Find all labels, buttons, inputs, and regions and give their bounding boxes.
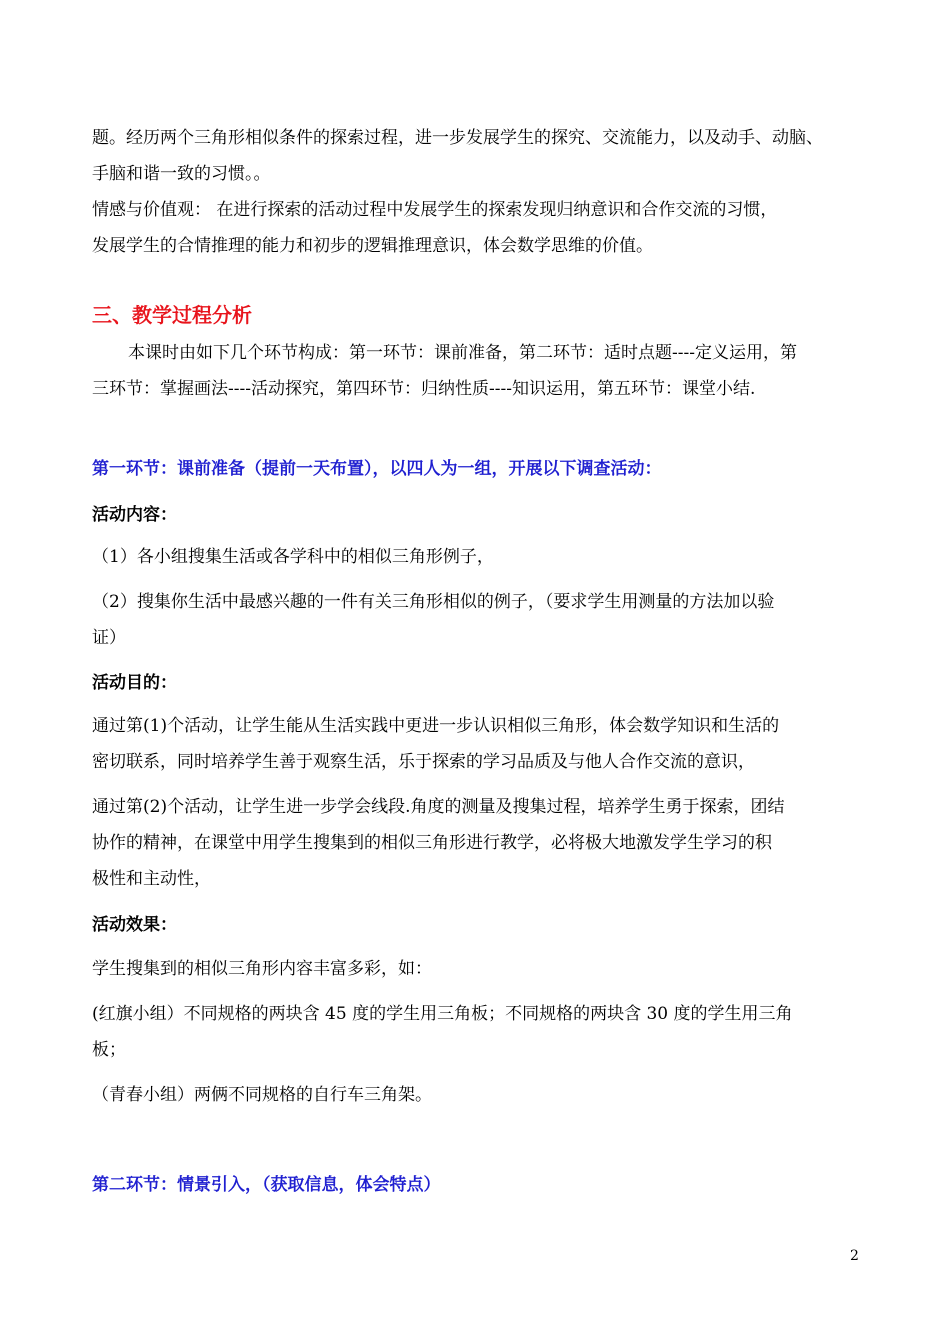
paragraph-line: 通过第(2)个活动，让学生进一步学会线段.角度的测量及搜集过程，培养学生勇于探索，团结 [92,797,785,817]
paragraph-line: 情感与价值观： 在进行探索的活动过程中发展学生的探索发现归纳意识和合作交流的习惯， [92,200,778,220]
paragraph-line: 学生搜集到的相似三角形内容丰富多彩，如： [92,959,432,979]
paragraph-line: 题。经历两个三角形相似条件的探索过程，进一步发展学生的探究、交流能力，以及动手、动脑、 [92,128,823,148]
activity-content-label: 活动内容： [92,505,177,525]
activity-effect-label: 活动效果： [92,915,177,935]
paragraph-line: 发展学生的合情推理的能力和初步的逻辑推理意识，体会数学思维的价值。 [92,236,653,256]
list-item: 证） [92,628,126,648]
paragraph-line: 密切联系，同时培养学生善于观察生活，乐于探索的学习品质及与他人合作交流的意识， [92,752,755,772]
paragraph-line: 板； [92,1040,126,1060]
paragraph-line: 手脑和谐一致的习惯。。 [92,164,271,184]
list-item: （1）各小组搜集生活或各学科中的相似三角形例子， [92,547,494,567]
paragraph-line: （青春小组）两俩不同规格的自行车三角架。 [92,1085,432,1105]
paragraph-line: 极性和主动性， [92,869,211,889]
paragraph-line: 协作的精神，在课堂中用学生搜集到的相似三角形进行教学，必将极大地激发学生学习的积 [92,833,772,853]
activity-purpose-label: 活动目的： [92,673,177,693]
paragraph-line: 通过第(1)个活动，让学生能从生活实践中更进一步认识相似三角形，体会数学知识和生活的 [92,716,780,736]
step-heading: 第二环节：情景引入，（获取信息，体会特点） [92,1175,441,1195]
step-heading: 第一环节：课前准备（提前一天布置），以四人为一组，开展以下调查活动： [92,459,662,479]
list-item: （2）搜集你生活中最感兴趣的一件有关三角形相似的例子，（要求学生用测量的方法加以验 [92,592,775,612]
page-number: 2 [850,1248,859,1264]
paragraph-line: 三环节：掌握画法----活动探究，第四环节：归纳性质----知识运用，第五环节：课堂小结. [92,379,756,399]
paragraph-line: (红旗小组）不同规格的两块含 45 度的学生用三角板；不同规格的两块含 30 度的学生用三角 [92,1004,793,1024]
section-heading: 三、教学过程分析 [92,303,252,327]
paragraph-line: 本课时由如下几个环节构成：第一环节：课前准备，第二环节：适时点题----定义运用，第 [128,343,797,363]
